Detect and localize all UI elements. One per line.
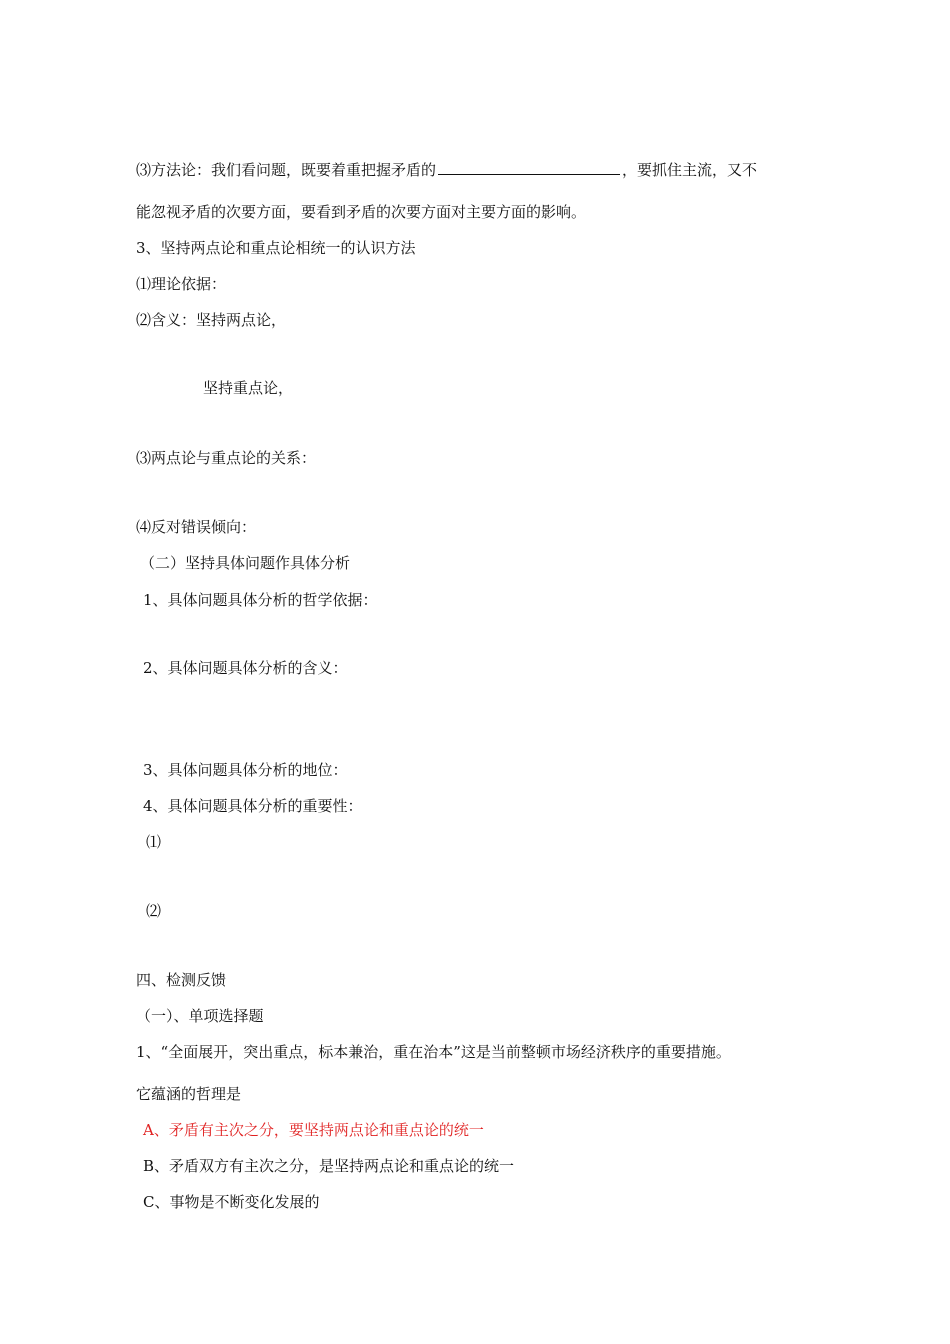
part2-item-status: 3、具体问题具体分析的地位： [143,761,348,779]
question1-stem-cont: 它蕴涵的哲理是 [136,1085,242,1103]
item3-heading: 3、坚持两点论和重点论相统一的认识方法 [136,239,416,257]
part2-item-importance: 4、具体问题具体分析的重要性： [143,797,363,815]
item3-relation: ⑶两点论与重点论的关系： [136,449,317,467]
method-text-b: ，要抓住主流，又不 [622,161,758,179]
part2-item-basis: 1、具体问题具体分析的哲学依据： [143,591,378,609]
importance-point-2: ⑵ [146,902,162,920]
question1-stem: 1、“全面展开，突出重点，标本兼治，重在治本”这是当前整顿市场经济秩序的重要措施。 [136,1043,731,1061]
mc-heading: （一）、单项选择题 [136,1007,264,1025]
part2-heading: （二）坚持具体问题作具体分析 [140,554,351,572]
fill-in-blank[interactable] [438,160,620,175]
item3-meaning: ⑵含义：坚持两点论， [136,311,287,329]
option-b[interactable]: B、矛盾双方有主次之分，是坚持两点论和重点论的统一 [143,1157,515,1175]
method-line-1 [136,160,757,180]
section4-heading: 四、检测反馈 [136,971,227,989]
method-text-a: ⑶方法论：我们看问题，既要着重把握矛盾的 [136,161,437,179]
part2-item-meaning: 2、具体问题具体分析的含义： [143,659,348,677]
option-c[interactable]: C、事物是不断变化发展的 [143,1193,320,1211]
item3-errors: ⑷反对错误倾向： [136,518,257,536]
method-line-2: 能忽视矛盾的次要方面，要看到矛盾的次要方面对主要方面的影响。 [136,203,587,221]
item3-meaning-b: 坚持重点论， [203,379,294,397]
option-a[interactable]: A、矛盾有主次之分，要坚持两点论和重点论的统一 [143,1121,484,1139]
importance-point-1: ⑴ [146,833,162,851]
item3-basis: ⑴理论依据： [136,275,227,293]
